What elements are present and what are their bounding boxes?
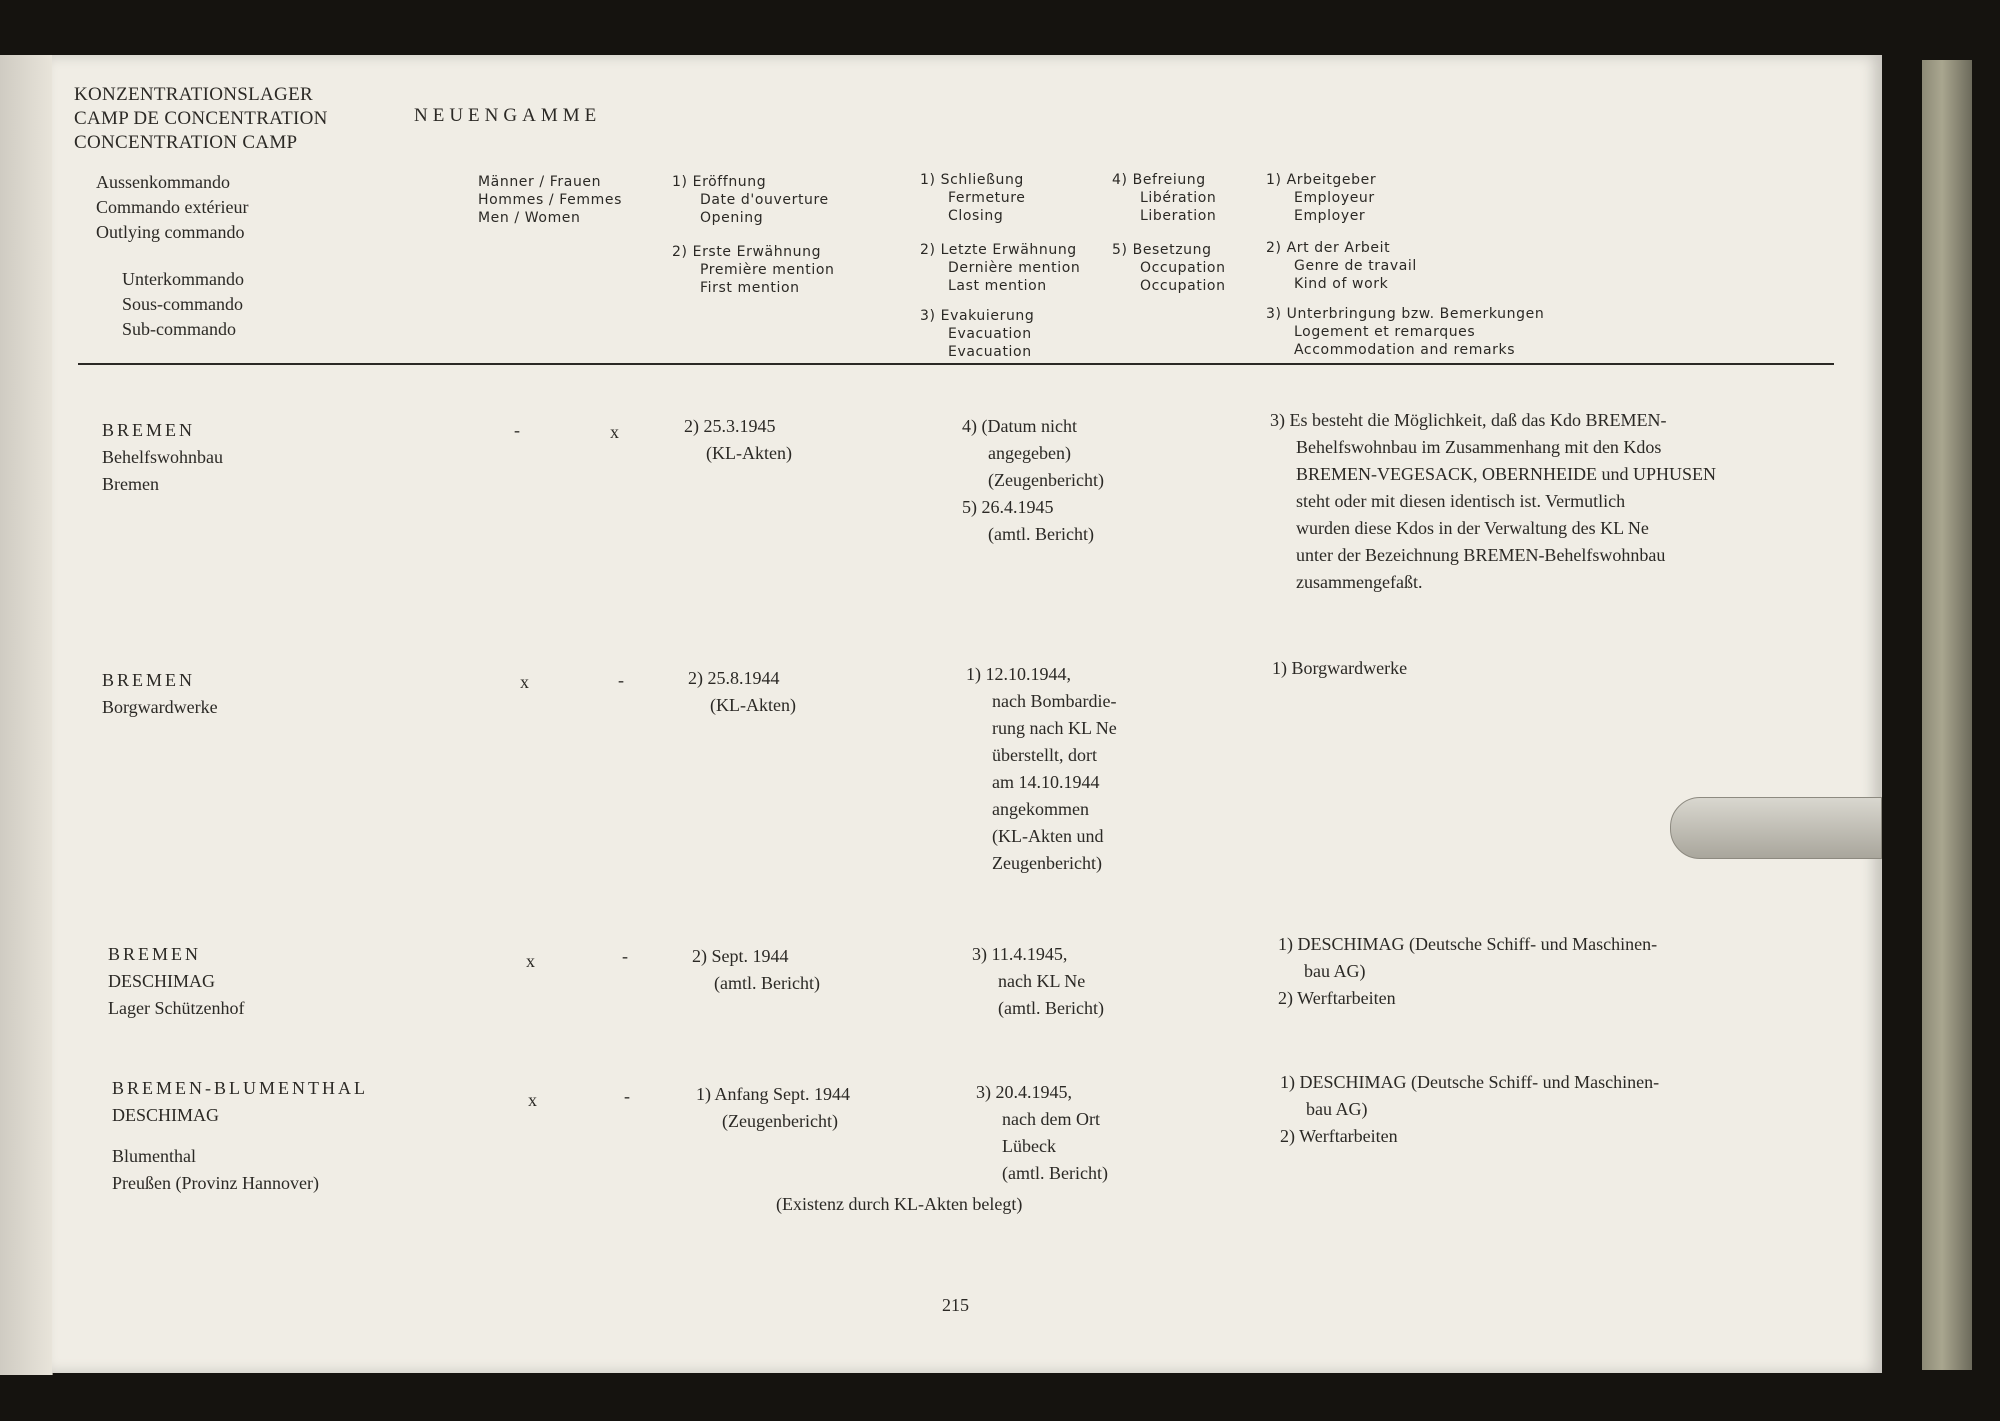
opening-en: Opening — [700, 210, 764, 226]
entry-4-dates-b-line-1: 3) 20.4.1945, — [976, 1082, 1072, 1102]
camp-label-fr: CAMP DE CONCENTRATION — [74, 108, 328, 129]
entry-2-dates-b-line-5: am 14.10.1944 — [992, 772, 1100, 792]
entry-2-work-line-1: 1) Borgwardwerke — [1272, 658, 1408, 678]
closing-header — [920, 171, 1026, 225]
entry-2-dates-b-line-7: (KL-Akten und — [992, 826, 1104, 846]
entry-4-women: - — [624, 1086, 630, 1106]
evacuation-en: Evacuation — [948, 344, 1032, 360]
entry-3-location: Lager Schützenhof — [108, 998, 245, 1018]
entry-4-dates-a-line-1: 1) Anfang Sept. 1944 — [696, 1084, 850, 1104]
first-mention-en: First mention — [700, 280, 800, 296]
entry-2-dates-b-line-2: nach Bombardie- — [992, 691, 1117, 711]
liberation-en: Liberation — [1140, 208, 1217, 224]
entry-4-dates-b — [976, 1079, 1108, 1187]
entry-3-dates-b-line-3: (amtl. Bericht) — [998, 998, 1104, 1018]
entry-2-dates-b-line-8: Zeugenbericht) — [992, 853, 1102, 873]
entry-1-work-line-4: steht oder mit diesen identisch ist. Vermutlich — [1296, 491, 1626, 511]
entry-4-dates-b-line-3: Lübeck — [1002, 1136, 1056, 1156]
accommodation-fr: Logement et remarques — [1294, 324, 1476, 340]
entry-1-work — [1270, 407, 1716, 596]
entry-4-work-line-1: 1) DESCHIMAG (Deutsche Schiff- und Maschinen- — [1280, 1072, 1660, 1092]
entry-3-work-line-3: 2) Werftarbeiten — [1278, 988, 1396, 1008]
entry-1-work-line-3: BREMEN-VEGESACK, OBERNHEIDE und UPHUSEN — [1296, 464, 1717, 484]
entry-4-men: x — [528, 1090, 537, 1110]
accommodation-header — [1266, 305, 1544, 359]
page-clip — [1670, 797, 1882, 859]
entry-3-dates-a-line-2: (amtl. Bericht) — [714, 973, 820, 993]
accommodation-de: 3) Unterbringung bzw. Bemerkungen — [1266, 306, 1545, 322]
entry-4-dates-b-line-2: nach dem Ort — [1002, 1109, 1100, 1129]
gender-fr: Hommes / Femmes — [478, 192, 622, 208]
gender-de: Männer / Frauen — [478, 174, 602, 190]
occupation-en: Occupation — [1140, 278, 1226, 294]
entry-2-dates-a-line-1: 2) 25.8.1944 — [688, 668, 780, 688]
closing-en: Closing — [948, 208, 1004, 224]
entry-4-name — [112, 1075, 368, 1197]
entry-2-dates-b-line-6: angekommen — [992, 799, 1089, 819]
entry-1-dates-b-line-1: 4) (Datum nicht — [962, 416, 1077, 436]
employer-de: 1) Arbeitgeber — [1266, 172, 1377, 188]
closing-de: 1) Schließung — [920, 172, 1024, 188]
previous-page-edge — [0, 55, 53, 1375]
entry-2-name — [102, 667, 218, 721]
entry-1-location: Bremen — [102, 474, 159, 494]
entry-1-work-line-5: wurden diese Kdos in der Verwaltung des KL Ne — [1296, 518, 1649, 538]
entry-1-dates-b — [962, 413, 1104, 548]
entry-4-title: BREMEN-BLUMENTHAL — [112, 1078, 368, 1098]
entry-1-work-line-6: unter der Bezeichnung BREMEN-Behelfswohnbau — [1296, 545, 1666, 565]
entry-4-region: Preußen (Provinz Hannover) — [112, 1173, 319, 1193]
employer-en: Employer — [1294, 208, 1366, 224]
closing-fr: Fermeture — [948, 190, 1026, 206]
entry-3-men: x — [526, 951, 535, 971]
header-rule — [78, 363, 1834, 365]
entry-4-dates-a-line-2: (Zeugenbericht) — [722, 1111, 838, 1131]
camp-label-de: KONZENTRATIONSLAGER — [74, 84, 313, 105]
entry-2-dates-a-line-2: (KL-Akten) — [710, 695, 796, 715]
last-mention-de: 2) Letzte Erwähnung — [920, 242, 1077, 258]
employer-fr: Employeur — [1294, 190, 1375, 206]
entry-2-dates-b-line-1: 1) 12.10.1944, — [966, 664, 1071, 684]
book-spine — [1922, 60, 1972, 1370]
entry-1-name — [102, 417, 223, 498]
entry-3-title: BREMEN — [108, 944, 202, 964]
sub-kommando-de: Unterkommando — [122, 269, 244, 289]
gender-en: Men / Women — [478, 210, 581, 226]
entry-1-dates-b-line-2: angegeben) — [988, 443, 1071, 463]
entry-4-dates-b-line-4: (amtl. Bericht) — [1002, 1163, 1108, 1183]
entry-3-women: - — [622, 946, 628, 966]
page-number: 215 — [942, 1295, 969, 1315]
evacuation-header — [920, 307, 1034, 361]
entry-1-work-line-2: Behelfswohnbau im Zusammenhang mit den Kdos — [1296, 437, 1662, 457]
accommodation-en: Accommodation and remarks — [1294, 342, 1516, 358]
entry-4-dates-a — [696, 1081, 850, 1135]
sub-kommando-fr: Sous-commando — [122, 294, 243, 314]
entry-1-dates-b-line-3: (Zeugenbericht) — [988, 470, 1104, 490]
liberation-de: 4) Befreiung — [1112, 172, 1206, 188]
entry-2-dates-a — [688, 665, 796, 719]
evacuation-fr: Evacuation — [948, 326, 1032, 342]
occupation-fr: Occupation — [1140, 260, 1226, 276]
entry-4-note: (Existenz durch KL-Akten belegt) — [776, 1194, 1023, 1214]
entry-1-dates-a-line-2: (KL-Akten) — [706, 443, 792, 463]
entry-2-dates-b — [966, 661, 1117, 877]
entry-4-subtitle: DESCHIMAG — [112, 1105, 220, 1125]
entry-3-work-line-1: 1) DESCHIMAG (Deutsche Schiff- und Maschinen- — [1278, 934, 1658, 954]
entry-1-men: - — [514, 420, 520, 440]
entry-1-work-line-1: 3) Es besteht die Möglichkeit, daß das Kdo BREMEN- — [1270, 410, 1667, 430]
opening-fr: Date d'ouverture — [700, 192, 829, 208]
first-mention-fr: Première mention — [700, 262, 835, 278]
entry-3-dates-b-line-2: nach KL Ne — [998, 971, 1086, 991]
outer-kommando-label — [96, 170, 248, 245]
entry-1-dates-a — [684, 413, 792, 467]
opening-header — [672, 173, 829, 227]
entry-3-work — [1278, 931, 1657, 1012]
camp-label-en: CONCENTRATION CAMP — [74, 132, 298, 153]
first-mention-de: 2) Erste Erwähnung — [672, 244, 822, 260]
entry-4-work-line-2: bau AG) — [1306, 1099, 1368, 1119]
entry-3-work-line-2: bau AG) — [1304, 961, 1366, 981]
work-kind-de: 2) Art der Arbeit — [1266, 240, 1391, 256]
gender-header — [478, 173, 622, 227]
work-kind-header — [1266, 239, 1417, 293]
entry-3-dates-b — [972, 941, 1104, 1022]
entry-1-dates-b-line-4: 5) 26.4.1945 — [962, 497, 1054, 517]
first-mention-header — [672, 243, 834, 297]
entry-4-work — [1280, 1069, 1659, 1150]
entry-2-dates-b-line-4: überstellt, dort — [992, 745, 1097, 765]
sub-kommando-en: Sub-commando — [122, 319, 236, 339]
occupation-header — [1112, 241, 1226, 295]
outer-kommando-fr: Commando extérieur — [96, 197, 249, 217]
last-mention-header — [920, 241, 1080, 295]
outer-kommando-de: Aussenkommando — [96, 172, 230, 192]
entry-1-dates-a-line-1: 2) 25.3.1945 — [684, 416, 776, 436]
liberation-fr: Libération — [1140, 190, 1217, 206]
entry-1-title: BREMEN — [102, 420, 196, 440]
entry-1-subtitle: Behelfswohnbau — [102, 447, 223, 467]
work-kind-en: Kind of work — [1294, 276, 1389, 292]
entry-1-women: x — [610, 422, 619, 442]
entry-2-dates-b-line-3: rung nach KL Ne — [992, 718, 1117, 738]
employer-header — [1266, 171, 1376, 225]
entry-1-work-line-7: zusammengefaßt. — [1296, 572, 1423, 592]
entry-2-title: BREMEN — [102, 670, 196, 690]
entry-3-subtitle: DESCHIMAG — [108, 971, 216, 991]
entry-4-location: Blumenthal — [112, 1146, 196, 1166]
entry-3-dates-a — [692, 943, 820, 997]
sub-kommando-label — [122, 267, 244, 342]
last-mention-fr: Dernière mention — [948, 260, 1081, 276]
entry-2-subtitle: Borgwardwerke — [102, 697, 218, 717]
entry-2-work — [1272, 655, 1407, 682]
evacuation-de: 3) Evakuierung — [920, 308, 1035, 324]
entry-4-work-line-3: 2) Werftarbeiten — [1280, 1126, 1398, 1146]
entry-3-dates-a-line-1: 2) Sept. 1944 — [692, 946, 789, 966]
occupation-de: 5) Besetzung — [1112, 242, 1212, 258]
opening-de: 1) Eröffnung — [672, 174, 767, 190]
entry-1-dates-b-line-5: (amtl. Bericht) — [988, 524, 1094, 544]
book-page — [52, 55, 1882, 1373]
last-mention-en: Last mention — [948, 278, 1047, 294]
entry-3-dates-b-line-1: 3) 11.4.1945, — [972, 944, 1068, 964]
liberation-header — [1112, 171, 1216, 225]
entry-3-name — [108, 941, 244, 1022]
outer-kommando-en: Outlying commando — [96, 222, 245, 242]
camp-name: NEUENGAMME — [414, 105, 602, 126]
work-kind-fr: Genre de travail — [1294, 258, 1417, 274]
entry-2-men: x — [520, 672, 529, 692]
camp-label — [74, 83, 328, 155]
entry-2-women: - — [618, 670, 624, 690]
